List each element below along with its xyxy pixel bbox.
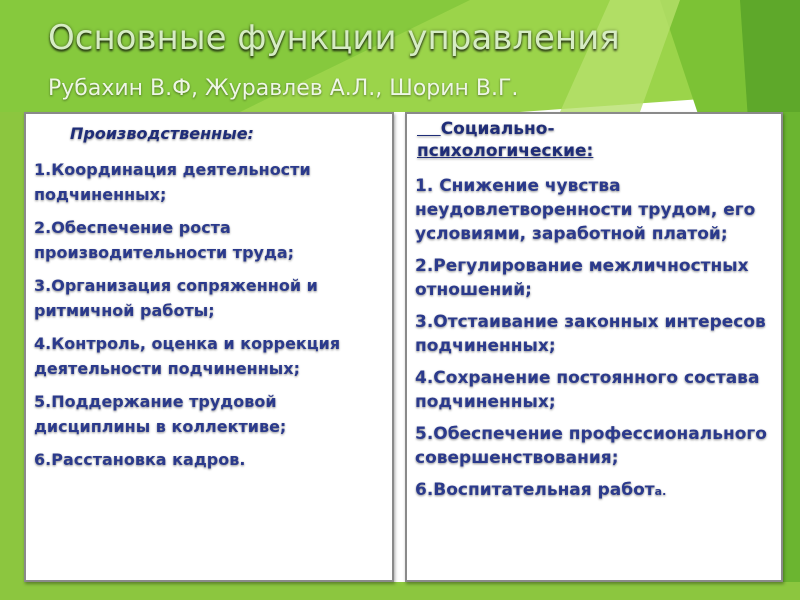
list-item: 3.Организация сопряженной и ритмичной работы; [34,276,318,320]
list-item: 2.Регулирование межличностных отношений; [415,256,749,300]
social-psychological-functions-panel [405,112,783,582]
slide-title: Основные функции управления [48,18,620,58]
list-item: 1.Координация деятельности подчиненных; [34,160,311,204]
heading-line-2: психологические: [417,141,594,161]
list-item: 5.Обеспечение профессионального совершенствования; [415,424,767,468]
production-functions-list [34,157,384,472]
production-functions-heading: Производственные: [70,124,254,143]
list-item: 2.Обеспечение роста производительности труда; [34,218,295,262]
social-psychological-functions-list [415,174,777,504]
list-item: 6.Расстановка кадров. [34,450,246,469]
heading-underline-lead [417,119,441,139]
list-item-tail: а. [654,485,667,498]
list-item-main: 6.Воспитательная работ [415,480,655,500]
list-item: 4.Сохранение постоянного состава подчиненных; [415,368,760,412]
list-item: 4.Контроль, оценка и коррекция деятельности подчиненных; [34,334,341,378]
social-psychological-heading [415,118,777,162]
heading-line-1: Социально- [440,119,555,139]
slide-subtitle: Рубахин В.Ф, Журавлев А.Л., Шорин В.Г. [48,76,519,101]
list-item: 3.Отстаивание законных интересов подчиненных; [415,312,766,356]
list-item: 5.Поддержание трудовой дисциплины в коллективе; [34,392,287,436]
production-functions-panel [24,112,394,582]
list-item: 1. Снижение чувства неудовлетворенности трудом, его условиями, заработной платой; [415,176,756,244]
list-item [415,478,777,504]
